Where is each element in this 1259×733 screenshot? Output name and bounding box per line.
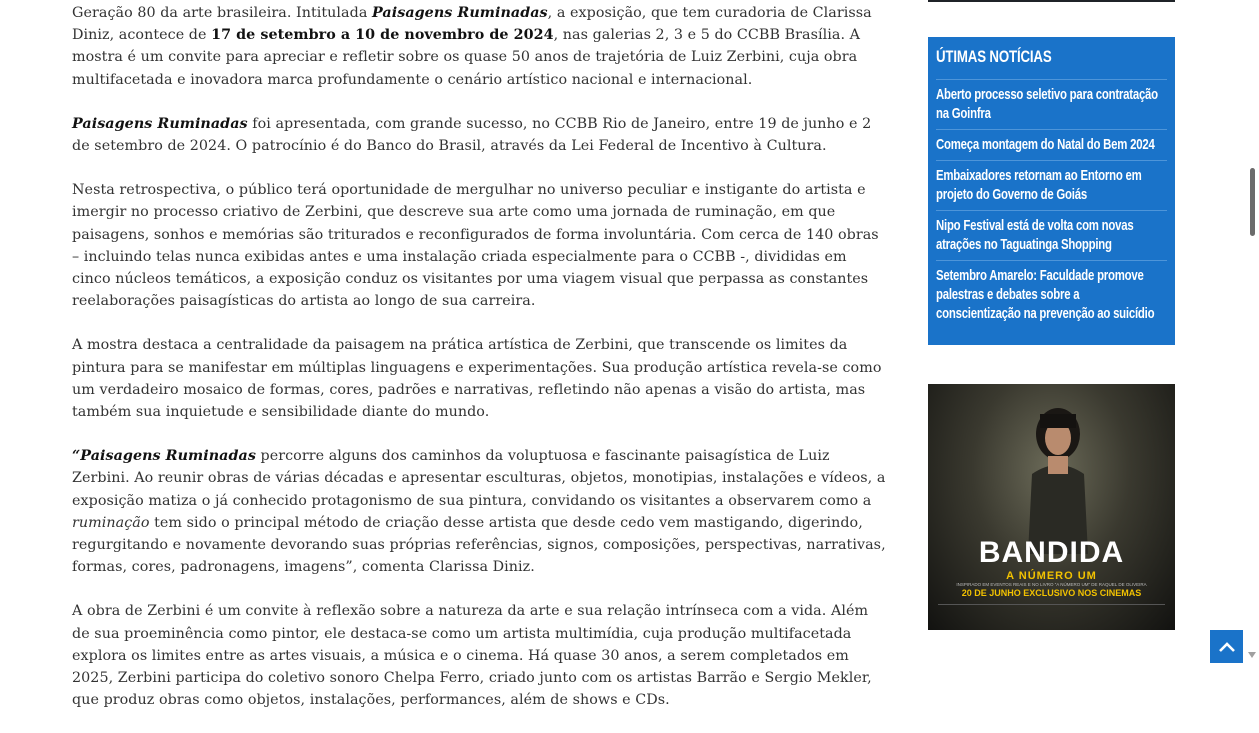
article-paragraph [72, 113, 887, 157]
ad-subtitle: A NÚMERO UM [1006, 570, 1097, 582]
text-span: , nas galerias 2, 3 e 5 do CCBB Brasília. A mostra é um convite para apreciar e refletir sobre os quase 50 anos de trajetória de Luiz Zerbini, cuja obra multifacetada e inovadora marca profundamente o cenário artístico nacional e internacional. [72, 27, 861, 88]
latest-news-title: ÚTIMAS NOTÍCIAS [936, 47, 1052, 66]
ad-release-date: 20 DE JUNHO EXCLUSIVO NOS CINEMAS [961, 588, 1142, 598]
text-span: tem sido o principal método de criação desse artista que desde cedo vem mastigando, digerindo, regurgitando e novamente devorando suas próprias referências, signos, composições, perspectivas, narrativas, formas, cores, padronagens, imagens”, comenta Clarissa Diniz. [72, 514, 886, 576]
news-link[interactable]: Começa montagem do Natal do Bem 2024 [936, 136, 1155, 153]
exhibition-title: Paisagens Ruminadas [72, 115, 248, 132]
ad-tagline: INSPIRADO EM EVENTOS REAIS E NO LIVRO “A NÚMERO UM” DE RAQUEL DE OLIVEIRA [956, 582, 1147, 587]
news-item [936, 129, 1167, 160]
text-span: , a exposição, que tem curadoria de Clarissa Diniz, acontece de [72, 5, 872, 44]
scroll-down-arrow-icon[interactable] [1248, 652, 1256, 658]
sidebar-top-divider [928, 0, 1175, 2]
text-span: percorre alguns dos caminhos da voluptuosa e fascinante paisagística de Luiz Zerbini. Ao reunir obras de várias décadas e apresentar esculturas, objetos, monotipias, instalações e vídeos, a exposição matiza o já conhecido protagonismo de sua pintura, convidando os visitantes a observarem como a [72, 448, 886, 509]
ad-title: BANDIDA [978, 536, 1125, 569]
news-link[interactable]: Setembro Amarelo: Faculdade promove palestras e debates sobre a conscientização na prevenção ao suicídio [936, 267, 1155, 322]
back-to-top-button[interactable] [1210, 630, 1243, 663]
news-link[interactable]: Aberto processo seletivo para contratação na Goinfra [936, 86, 1158, 122]
italic-term: ruminação [72, 514, 150, 531]
text-span: Geração 80 da arte brasileira. Intitulada [72, 5, 373, 21]
text-span: foi apresentada, com grande sucesso, no CCBB Rio de Janeiro, entre 19 de junho e 2 de setembro de 2024. O patrocínio é do Banco do Brasil, através da Lei Federal de Incentivo à Cultura. [72, 115, 872, 155]
exhibition-dates: 17 de setembro a 10 de novembro de 2024 [211, 27, 554, 44]
news-item [936, 260, 1167, 329]
article-paragraph [72, 445, 887, 578]
news-link[interactable]: Embaixadores retornam ao Entorno em projeto do Governo de Goiás [936, 167, 1142, 203]
scrollbar-thumb[interactable] [1250, 168, 1255, 236]
chevron-up-icon [1218, 641, 1236, 653]
news-item [936, 79, 1167, 129]
news-item [936, 210, 1167, 260]
article-paragraph: A mostra destaca a centralidade da paisagem na prática artística de Zerbini, que transcende os limites da pintura para se manifestar em múltiplas linguagens e experimentações. Sua produção artística revela-se como um verdadeiro mosaico de formas, cores, padrões e narrativas, refletindo não apenas a visão do artista, mas também sua inquietude e sensibilidade diante do mundo. [72, 337, 882, 421]
exhibition-title: Paisagens Ruminadas [372, 5, 548, 21]
article-paragraph: A obra de Zerbini é um convite à reflexão sobre a natureza da arte e sua relação intrínseca com a vida. Além de sua proeminência como pintor, ele destaca-se como um artista multimídia, cuja produção multifacetada explora os limites entre as artes visuais, a música e o cinema. Há quase 30 anos, a serem completados em 2025, Zerbini participa do coletivo sonoro Chelpa Ferro, criado junto com os artistas Barrão e Sergio Mekler, que produz obras como objetos, instalações, performances, além de shows e CDs. [72, 603, 872, 709]
woman-figure-icon [1018, 404, 1098, 554]
ad-credits-strip [938, 604, 1165, 618]
article-paragraph [72, 2, 887, 91]
article-body [72, 2, 887, 733]
latest-news-widget [928, 37, 1175, 345]
article-paragraph: Nesta retrospectiva, o público terá oportunidade de mergulhar no universo peculiar e instigante do artista e imergir no processo criativo de Zerbini, que descreve sua arte como uma jornada de ruminação, em que paisagens, sonhos e memórias são triturados e reconfigurados de forma involuntária. Com cerca de 140 obras – incluindo telas nunca exibidas antes e uma instalação criada especialmente para o CCBB -, divididas em cinco núcleos temáticos, a exposição conduz os visitantes por uma viagem visual que perpassa as constantes reelaborações paisagísticas do artista ao longo de sua carreira. [72, 182, 879, 310]
movie-ad-banner[interactable] [928, 384, 1175, 630]
news-item [936, 160, 1167, 210]
news-link[interactable]: Nipo Festival está de volta com novas atrações no Taguatinga Shopping [936, 217, 1134, 253]
exhibition-title: “Paisagens Ruminadas [72, 448, 256, 465]
